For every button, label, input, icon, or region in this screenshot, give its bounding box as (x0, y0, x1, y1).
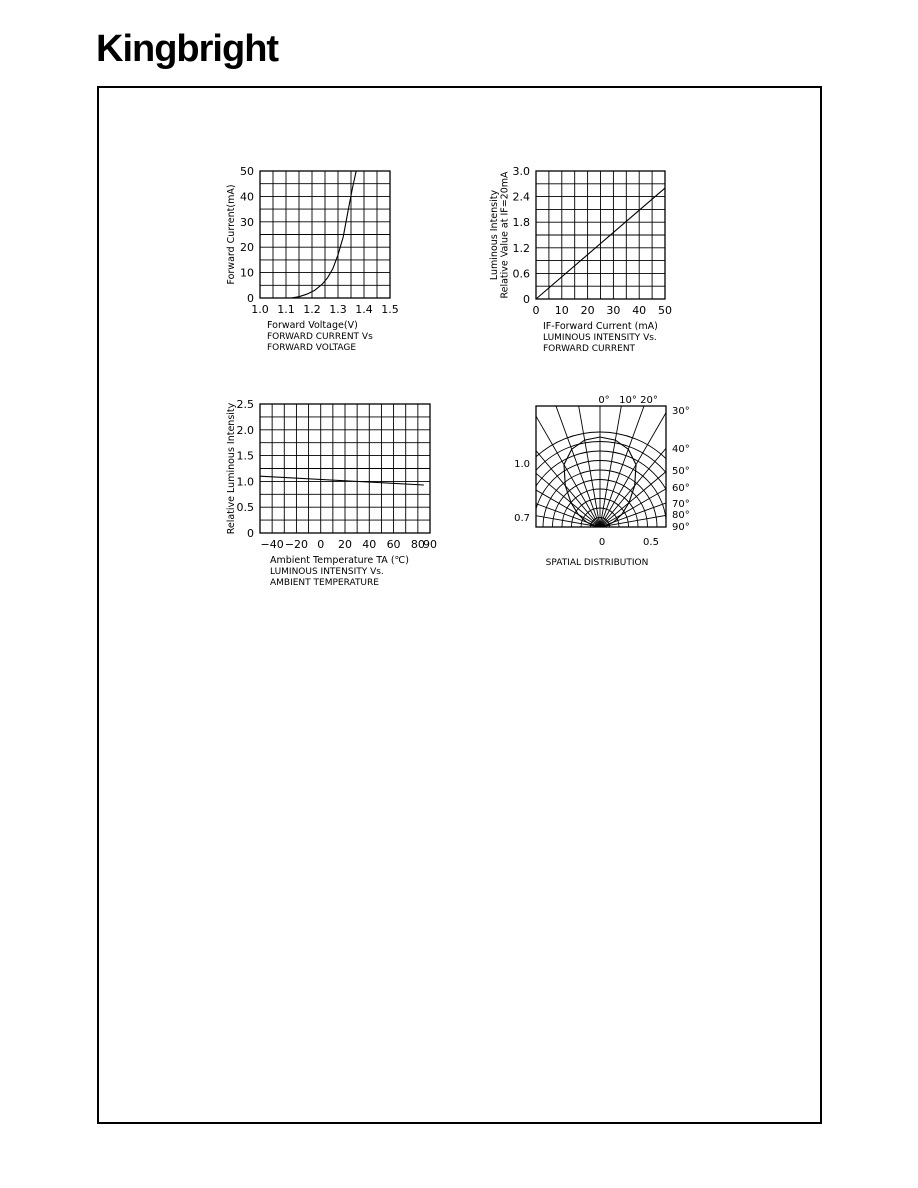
bottom-label: 0.5 (643, 537, 659, 548)
angle-label: 20° (640, 395, 658, 406)
x-axis-label: Forward Voltage(V) (267, 320, 358, 331)
x-tick-label: 80 (410, 538, 425, 551)
x-tick-label: 1.5 (381, 303, 399, 316)
x-tick-label: 10 (554, 304, 569, 317)
y-tick-label: 0 (247, 292, 254, 305)
angle-label: 40° (672, 444, 690, 455)
y-tick-label: 1.8 (512, 216, 530, 230)
chart-iv (226, 165, 399, 353)
y-tick-label: 20 (240, 241, 254, 255)
x-tick-label: 1.1 (277, 303, 295, 316)
angle-label: 90° (672, 522, 690, 533)
angle-label: 50° (672, 466, 690, 477)
chart-spatial (400, 327, 800, 622)
x-tick-label: 40 (362, 538, 377, 551)
y-tick-label: 1.0 (236, 475, 254, 489)
y-tick-label: 50 (240, 165, 254, 178)
chart-caption: FORWARD CURRENT Vs (267, 332, 373, 342)
radial-label: 1.0 (514, 459, 530, 470)
chart-ivif (489, 165, 672, 354)
chart-caption: SPATIAL DISTRIBUTION (545, 558, 649, 568)
x-tick-label: 90 (423, 538, 437, 551)
x-tick-label: 1.0 (251, 303, 269, 316)
chart-caption: FORWARD CURRENT (543, 344, 636, 354)
angle-label: 30° (672, 406, 690, 417)
x-tick-label: 1.3 (329, 303, 347, 316)
x-tick-label: 40 (632, 304, 647, 317)
x-tick-label: 60 (386, 538, 401, 551)
y-tick-label: 2.0 (236, 423, 254, 437)
x-tick-label: 1.4 (355, 303, 373, 316)
angle-label: 10° (619, 395, 637, 406)
x-tick-label: 50 (658, 304, 672, 317)
y-tick-label: 1.5 (236, 449, 254, 463)
x-tick-label: −20 (284, 538, 309, 551)
chart-caption: LUMINOUS INTENSITY Vs. (270, 567, 384, 577)
polar-grid (400, 327, 800, 622)
x-tick-label: 20 (338, 538, 352, 551)
x-tick-label: 30 (606, 304, 621, 317)
y-tick-label: 0 (247, 527, 254, 540)
y-tick-label: 1.2 (512, 241, 530, 255)
y-axis-label: Relative Value at IF=20mA (499, 171, 511, 299)
y-tick-label: 2.4 (512, 190, 530, 204)
y-axis-label: Relative Luminous Intensity (226, 402, 237, 535)
chart-caption: AMBIENT TEMPERATURE (270, 578, 379, 588)
y-tick-label: 40 (240, 190, 254, 204)
y-axis-label: Luminous Intensity (489, 189, 500, 281)
x-tick-label: −40 (260, 538, 284, 551)
y-tick-label: 3.0 (512, 165, 530, 178)
x-tick-label: 0 (317, 538, 325, 551)
x-axis-label: IF-Forward Current (mA) (543, 321, 658, 332)
radial-label: 0.7 (514, 513, 530, 524)
y-tick-label: 0.6 (512, 267, 530, 281)
y-tick-label: 0.5 (236, 501, 254, 515)
y-tick-label: 30 (240, 215, 254, 229)
y-axis-label: Forward Current(mA) (226, 184, 237, 285)
bottom-label: 0 (598, 537, 606, 548)
y-tick-label: 0 (523, 293, 530, 306)
angle-label: 60° (672, 483, 690, 494)
angle-label: 80° (672, 510, 690, 521)
chart-ivta (226, 398, 437, 588)
x-tick-label: 0 (532, 304, 540, 317)
x-tick-label: 1.2 (303, 303, 321, 316)
angle-label: 70° (672, 499, 690, 510)
x-tick-label: 20 (580, 304, 595, 317)
y-tick-label: 10 (240, 266, 254, 280)
chart-caption: FORWARD VOLTAGE (267, 343, 357, 353)
chart-caption: LUMINOUS INTENSITY Vs. (543, 333, 657, 343)
y-tick-label: 2.5 (236, 398, 254, 411)
x-axis-label: Ambient Temperature TA (℃) (270, 555, 409, 566)
angle-label: 0° (598, 395, 610, 406)
kingbright-logo: Kingbright (96, 28, 279, 70)
polar-spoke (427, 427, 600, 527)
